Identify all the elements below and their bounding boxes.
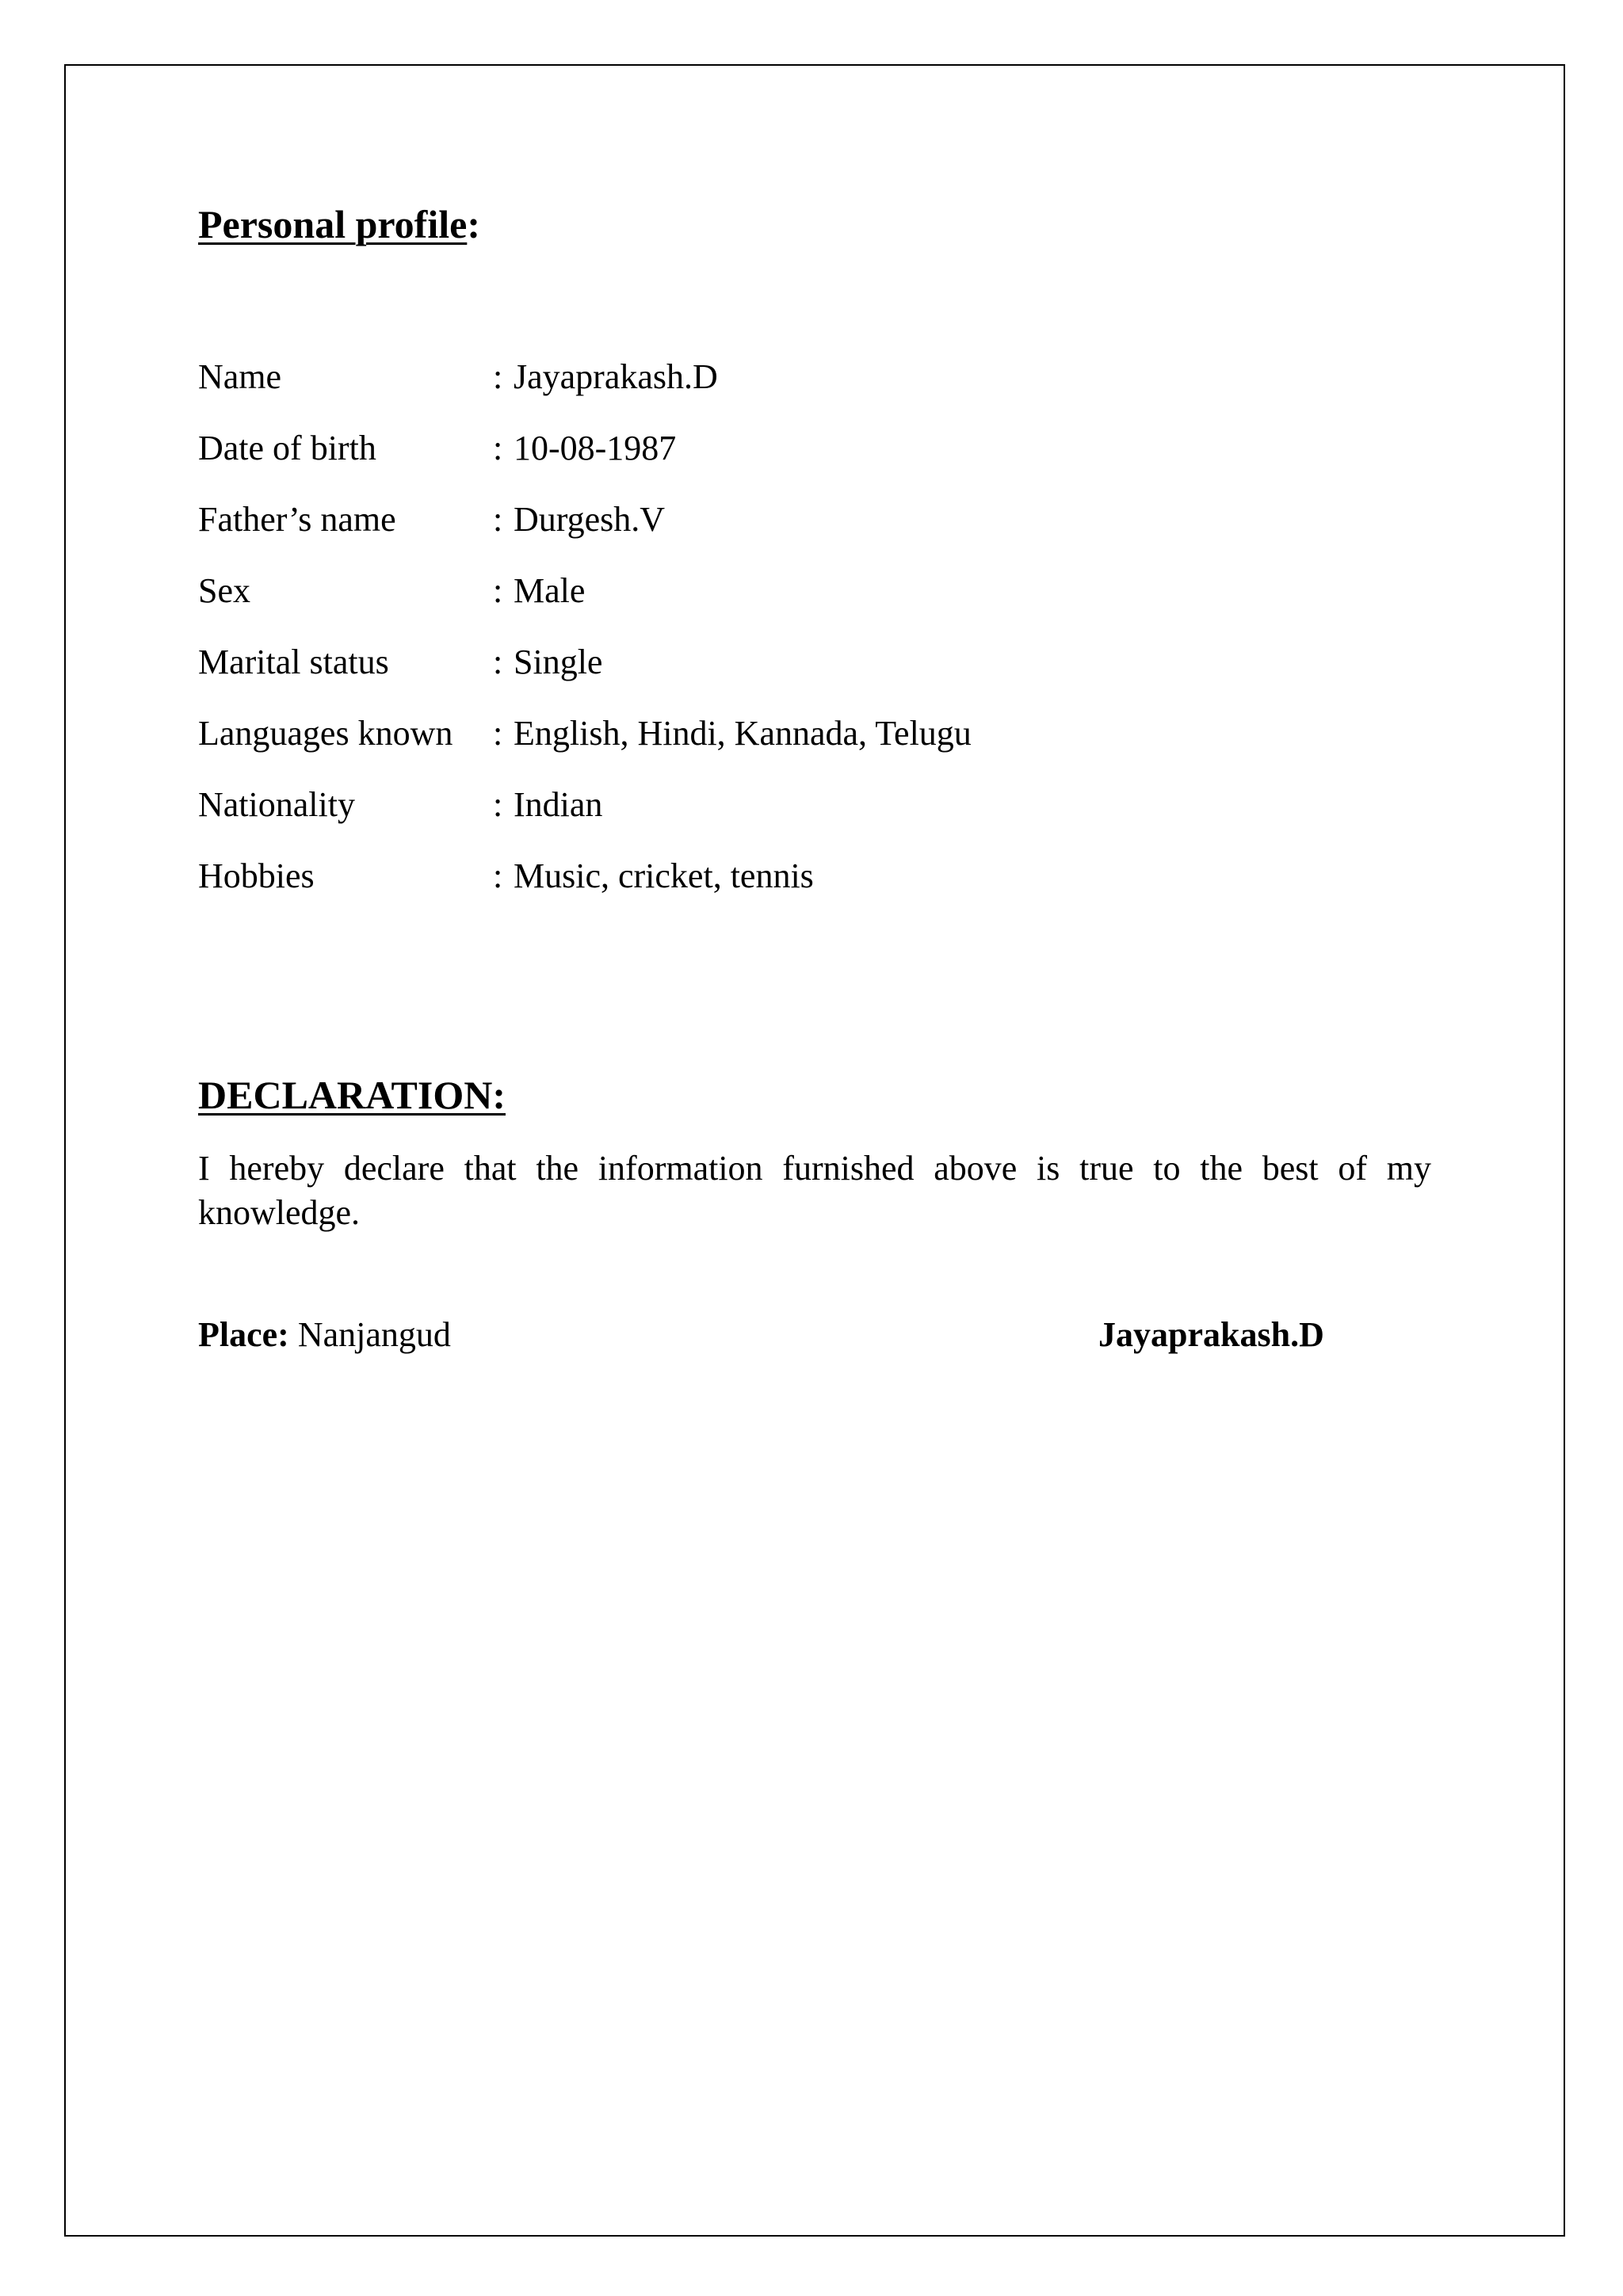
- place-label: Place:: [198, 1315, 289, 1354]
- profile-label: Languages known: [198, 714, 453, 753]
- profile-separator: :: [493, 571, 503, 610]
- profile-value: 10-08-1987: [514, 429, 677, 467]
- profile-label: Date of birth: [198, 429, 376, 467]
- profile-label: Marital status: [198, 643, 389, 681]
- profile-separator: :: [493, 785, 503, 824]
- profile-label: Hobbies: [198, 856, 315, 895]
- profile-label: Sex: [198, 571, 250, 610]
- personal-profile-heading-colon: :: [467, 202, 480, 246]
- profile-separator: :: [493, 856, 503, 895]
- signature-name: Jayaprakash.D: [1098, 1315, 1324, 1354]
- place-line: [198, 1311, 451, 1359]
- declaration-text: I hereby declare that the information furnished above is true to the best of my knowledge.: [198, 1149, 1431, 1232]
- profile-value: Jayaprakash.D: [514, 357, 718, 396]
- profile-value: English, Hindi, Kannada, Telugu: [514, 714, 972, 753]
- declaration-heading-text: DECLARATION:: [198, 1073, 506, 1117]
- profile-separator: :: [493, 714, 503, 753]
- profile-value: Indian: [514, 785, 603, 824]
- profile-separator: :: [493, 357, 503, 396]
- profile-value: Music, cricket, tennis: [514, 856, 814, 895]
- profile-label: Name: [198, 357, 282, 396]
- profile-label: Father’s name: [198, 500, 396, 539]
- profile-value: Male: [514, 571, 586, 610]
- profile-separator: :: [493, 500, 503, 539]
- place-value: Nanjangud: [297, 1315, 451, 1354]
- personal-profile-heading: [198, 200, 480, 248]
- profile-separator: :: [493, 429, 503, 467]
- profile-value: Single: [514, 643, 603, 681]
- profile-separator: :: [493, 643, 503, 681]
- declaration-heading: [198, 1071, 506, 1119]
- profile-value: Durgesh.V: [514, 500, 666, 539]
- profile-label: Nationality: [198, 785, 355, 824]
- personal-profile-heading-text: Personal profile: [198, 202, 468, 246]
